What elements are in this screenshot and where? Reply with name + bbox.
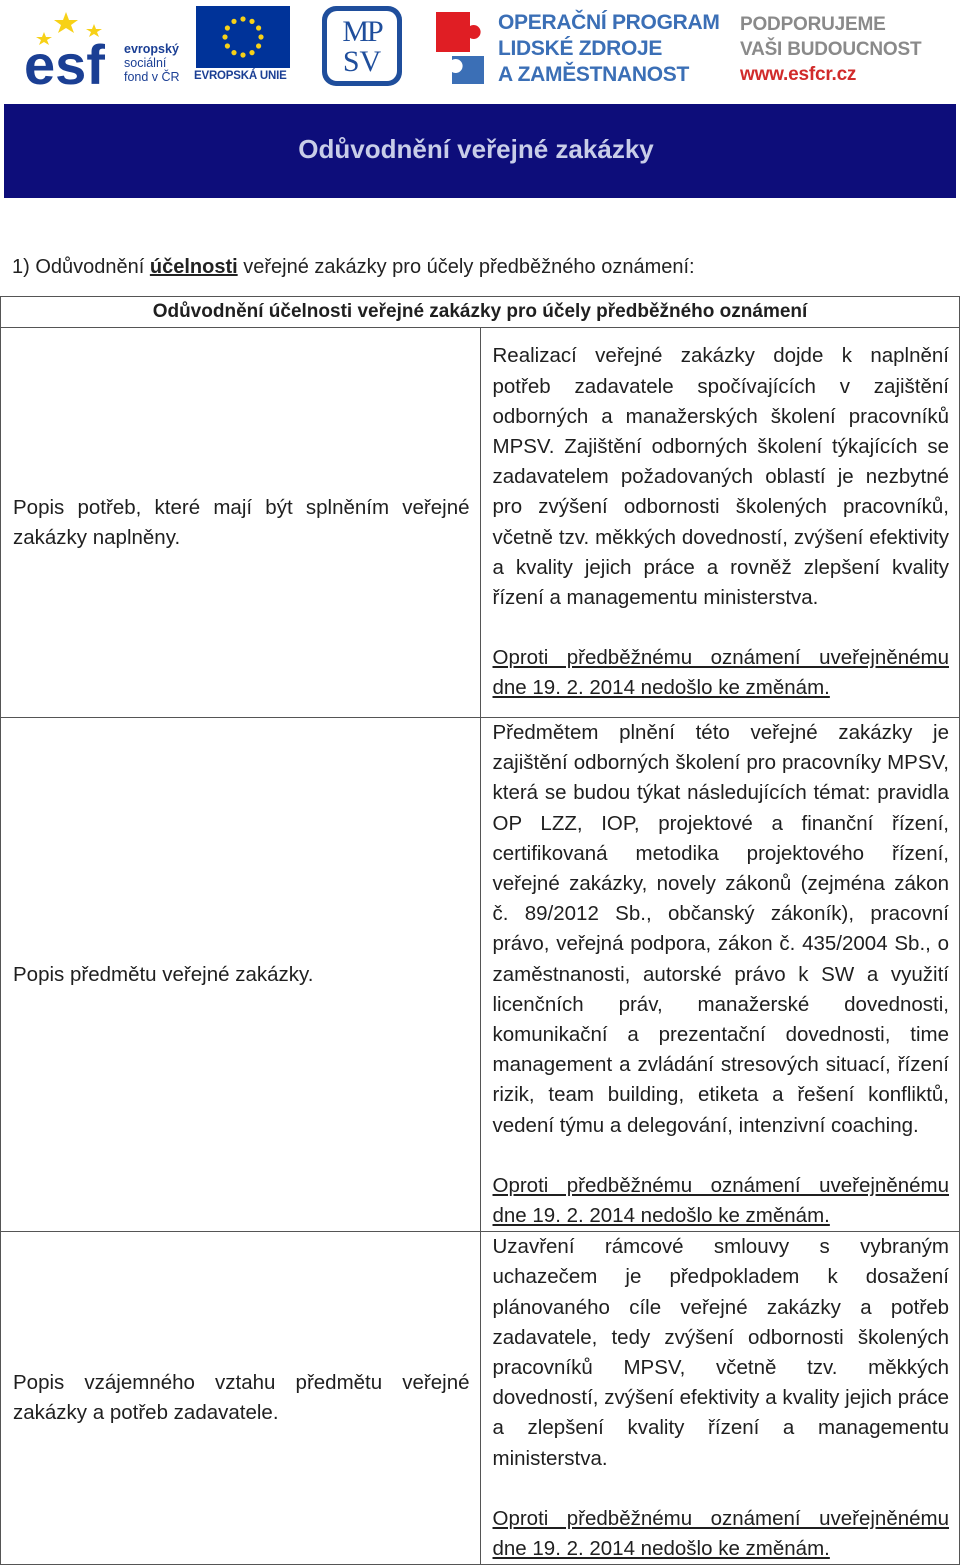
esf-mark-text: esf	[24, 33, 105, 88]
section-heading	[12, 256, 695, 279]
esf-line-2: sociální	[124, 56, 167, 70]
esf-line-1: evropský	[124, 42, 179, 56]
title-banner	[4, 104, 956, 198]
justification-table	[0, 296, 960, 1565]
row-text: Uzavření rámcové smlouvy s vybraným uchazečem je předpokladem k dosažení plánovaného cíle veřejné zakázky a potřeb zadavatele, tedy zvýšení odbornosti školených pracovníků MPSV, včetně tzv. měkkých dovedností, zvýšení efektivity a kvality jejich práce a zlepšení kvality řízení a managementu ministerstva.	[492, 1235, 949, 1470]
row-content-needs	[480, 328, 960, 718]
op-line-1: OPERAČNÍ PROGRAM	[498, 11, 720, 34]
mpsv-line-2: SV	[342, 45, 382, 78]
row-text: Předmětem plnění této veřejné zakázky je zajištění odborných školení pro pracovníky MPSV, která se budou týkat následujících témat: pravidla OP LZZ, IOP, projektové a finanční řízení, certifikovaná metodika projektového řízení, veřejné zakázky, novely zákonů (zejména zákon č. 89/2012 Sb., občanský zákoník), pracovní právo, veřejná podpora, zákon č. 435/2004 Sb., o zaměstnanosti, autorské právo k SW a využití licenčních práv, manažerské dovednosti, komunikační a prezentační dovednosti, time management a zvládání stresových situací, řízení rizik, team building, etiketa a řešení konfliktů, vedení týmu a delegování, intenzivní coaching.	[492, 721, 949, 1137]
op-lzz-caption	[498, 10, 720, 88]
esf-line-3: fond v ČR	[124, 70, 180, 84]
table-row	[1, 1232, 960, 1565]
row-content-subject	[480, 718, 960, 1232]
row-change-note: Oproti předběžnému oznámení uveřejněnému dne 19. 2. 2014 nedošlo ke změnám.	[492, 646, 949, 700]
eu-logo	[194, 6, 292, 88]
support-web-link[interactable]: www.esfcr.cz	[740, 64, 857, 85]
eu-flag-icon	[196, 6, 290, 68]
eu-label: EVROPSKÁ UNIE	[194, 70, 287, 82]
support-line-2: VAŠI BUDOUCNOST	[740, 39, 922, 60]
op-line-3: A ZAMĚSTNANOST	[498, 63, 690, 86]
row-change-note: Oproti předběžnému oznámení uveřejněnému dne 19. 2. 2014 nedošlo ke změnám.	[492, 1173, 949, 1228]
esf-caption	[124, 42, 180, 84]
logo-strip	[0, 0, 960, 100]
page-title: Odůvodnění veřejné zakázky	[298, 134, 654, 164]
support-line-1: PODPORUJEME	[740, 14, 886, 35]
row-change-note: Oproti předběžnému oznámení uveřejněnému dne 19. 2. 2014 nedošlo ke změnám.	[492, 1506, 949, 1561]
row-content-relation	[480, 1232, 960, 1565]
table-row	[1, 328, 960, 718]
mpsv-line-1: MP	[342, 15, 382, 48]
table-row	[1, 718, 960, 1232]
mpsv-logo	[322, 6, 402, 86]
row-label-relation: Popis vzájemného vztahu předmětu veřejné zakázky a potřeb zadavatele.	[1, 1232, 481, 1565]
support-caption	[740, 12, 921, 87]
section-heading-suffix: veřejné zakázky pro účely předběžného oznámení:	[237, 256, 695, 278]
row-label-needs: Popis potřeb, které mají být splněním veřejné zakázky naplněny.	[1, 328, 481, 718]
row-text: Realizací veřejné zakázky dojde k naplnění potřeb zadavatele spočívajících v zajištění odborných a manažerských školení pracovníků MPSV. Zajištění odborných školení týkajících se zadavatelem požadovaných oblastí je nezbytné pro zvýšení odbornosti školených pracovníků, včetně tzv. měkkých dovedností, zvýšení efektivity a kvality jejich práce a rovněž zlepšení kvality řízení a managementu ministerstva.	[492, 344, 949, 609]
table-header: Odůvodnění účelnosti veřejné zakázky pro účely předběžného oznámení	[1, 297, 960, 328]
esf-logo	[22, 6, 184, 88]
section-heading-emphasis: účelnosti	[149, 256, 238, 278]
op-line-2: LIDSKÉ ZDROJE	[498, 37, 663, 60]
op-lzz-puzzle-icon	[432, 6, 492, 86]
section-heading-prefix: 1) Odůvodnění	[12, 256, 150, 278]
row-label-subject: Popis předmětu veřejné zakázky.	[1, 718, 481, 1232]
